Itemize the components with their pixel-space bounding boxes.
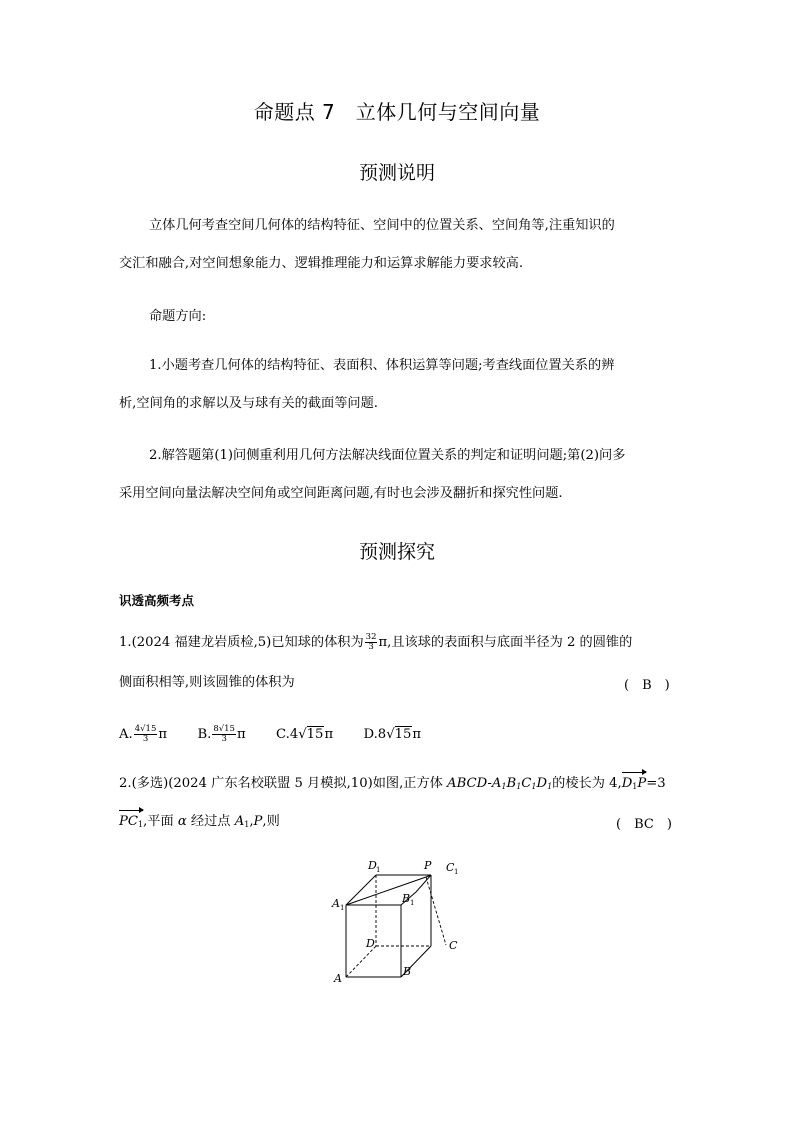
q2-prefix: 2.(多选)(2024 广东名校联盟 5 月模拟,10)如图,正方体 bbox=[119, 776, 448, 791]
svg-text:1: 1 bbox=[376, 866, 381, 874]
item-2-line-1: 2.解答题第(1)问侧重利用几何方法解决线面位置关系的判定和证明问题;第(2)问多 bbox=[149, 448, 626, 463]
label-d1: D bbox=[368, 859, 377, 872]
edge-a1-d1 bbox=[346, 875, 376, 905]
edge-a-d-hidden bbox=[346, 946, 376, 977]
option-c: C.4√15π bbox=[276, 727, 334, 742]
item-1-line-1: 1.小题考查几何体的结构特征、表面积、体积运算等问题;考查线面位置关系的辨 bbox=[149, 358, 615, 373]
section-heading-prediction-exploration: 预测探究 bbox=[358, 541, 435, 563]
question-1-line-2: 侧面积相等,则该圆锥的体积为 bbox=[119, 675, 295, 690]
label-c: C bbox=[449, 939, 458, 952]
vector-d1p: $D_1P$ bbox=[622, 774, 647, 797]
page-title: 命题点 7 立体几何与空间向量 bbox=[253, 100, 541, 124]
label-b: B bbox=[403, 965, 412, 978]
item-2-line-2: 采用空间向量法解决空间角或空间距离问题,有时也会涉及翻折和探究性问题. bbox=[119, 486, 563, 501]
label-b1: B bbox=[402, 892, 411, 905]
option-b: B. $\frac{8√15}{3}$ π bbox=[197, 724, 246, 744]
intro-line-1: 立体几何考查空间几何体的结构特征、空间中的位置关系、空间角等,注重知识的 bbox=[149, 218, 615, 233]
label-p: P bbox=[424, 859, 432, 872]
q1-options bbox=[119, 725, 421, 745]
vector-pc1: $PC_1$ bbox=[119, 812, 143, 835]
label-a: A bbox=[334, 972, 342, 985]
svg-text:1: 1 bbox=[410, 899, 415, 907]
svg-text:1: 1 bbox=[454, 868, 459, 876]
label-c1: C bbox=[446, 861, 455, 874]
item-1-line-2: 析,空间角的求解以及与球有关的截面等问题. bbox=[119, 396, 378, 411]
question-1-line-1 bbox=[119, 633, 632, 653]
cube-figure bbox=[328, 855, 468, 990]
question-2-line-2: $PC_1$,平面 α 经过点 $A_1,P$,则 bbox=[119, 812, 280, 835]
q1-answer: ( B ) bbox=[624, 678, 670, 693]
label-a1: A bbox=[332, 897, 340, 910]
q2-cube-name: ABCD-$A_1B_1C_1D_1$ bbox=[447, 776, 553, 791]
label-d: D bbox=[366, 937, 375, 950]
question-2-line-1: 2.(多选)(2024 广东名校联盟 5 月模拟,10)如图,正方体 ABCD-$A_1B_1C_1D_1$的棱长为 $4,D_1P=3$ bbox=[119, 774, 666, 797]
q1-frac-den: 3 bbox=[368, 642, 374, 652]
svg-text:1: 1 bbox=[340, 904, 345, 912]
intro-line-2: 交汇和融合,对空间想象能力、逻辑推理能力和运算求解能力要求较高. bbox=[119, 256, 524, 271]
option-d: D.8√15π bbox=[363, 727, 422, 742]
q1-fraction bbox=[365, 633, 378, 652]
direction-label: 命题方向: bbox=[149, 309, 207, 324]
q1-after-frac: π,且该球的表面积与底面半径为 2 的圆锥的 bbox=[378, 635, 633, 650]
option-a: A. $\frac{4√15}{3}$ π bbox=[119, 724, 168, 744]
q1-prefix: 1.(2024 福建龙岩质检,5)已知球的体积为 bbox=[119, 635, 364, 650]
q1-frac-num: 32 bbox=[365, 632, 377, 642]
q2-answer: ( BC ) bbox=[616, 817, 672, 832]
segment-p-c-hidden bbox=[426, 877, 446, 945]
subheading-high-frequency: 识透高频考点 bbox=[119, 593, 195, 608]
section-heading-prediction-notes: 预测说明 bbox=[358, 162, 435, 184]
